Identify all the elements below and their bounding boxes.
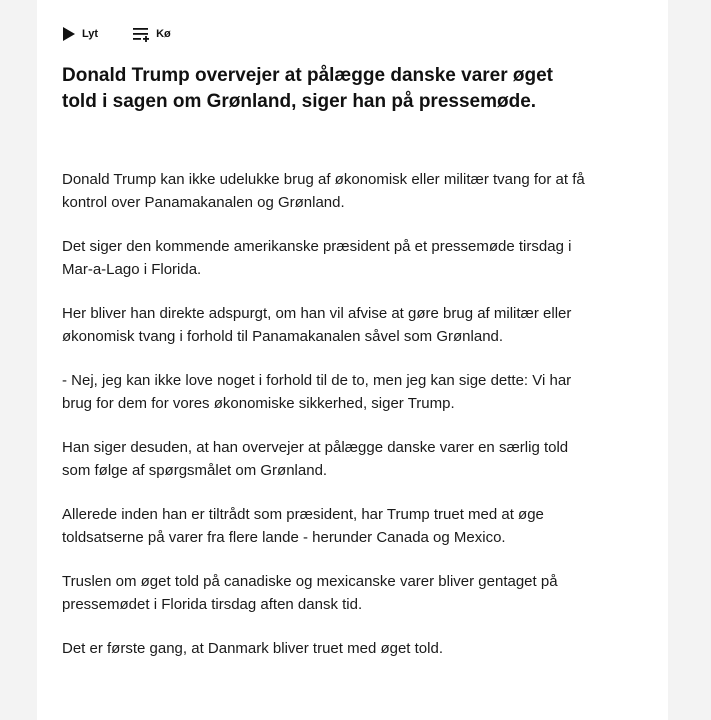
listen-button[interactable] — [62, 26, 98, 42]
article-paragraph: Det siger den kommende amerikanske præsident på et pressemøde tirsdag i Mar-a-Lago i Florida. — [62, 238, 572, 278]
article-paragraph: Det er første gang, at Danmark bliver truet med øget told. — [62, 640, 443, 657]
article-page — [37, 0, 668, 720]
article-paragraph: Truslen om øget told på canadiske og mexicanske varer bliver gentaget på pressemødet i Florida tirsdag aften dansk tid. — [62, 573, 558, 613]
article-paragraph: - Nej, jeg kan ikke love noget i forhold til de to, men jeg kan sige dette: Vi har brug for dem for vores økonomiske sikkerhed, siger Trump. — [62, 372, 572, 412]
article-body — [62, 168, 592, 681]
article-paragraph: Allerede inden han er tiltrådt som præsident, har Trump truet med at øge toldsatserne på varer fra flere lande - herunder Canada og Mexico. — [62, 506, 544, 546]
article-paragraph: Donald Trump kan ikke udelukke brug af økonomisk eller militær tvang for at få kontrol over Panamakanalen og Grønland. — [62, 171, 585, 211]
listen-label: Lyt — [82, 28, 99, 40]
add-to-queue-icon — [132, 26, 150, 42]
article-paragraph: Her bliver han direkte adspurgt, om han vil afvise at gøre brug af militær eller økonomisk tvang i forhold til Panamakanalen såvel som Grønland. — [62, 305, 572, 345]
article-paragraph: Han siger desuden, at han overvejer at pålægge danske varer en særlig told som følge af spørgsmålet om Grønland. — [62, 439, 569, 479]
play-icon — [62, 26, 76, 42]
article-headline: Donald Trump overvejer at pålægge danske varer øget told i sagen om Grønland, siger han på pressemøde. — [62, 65, 553, 112]
audio-toolbar — [62, 24, 205, 44]
queue-button[interactable] — [132, 26, 171, 42]
queue-label: Kø — [156, 28, 171, 40]
